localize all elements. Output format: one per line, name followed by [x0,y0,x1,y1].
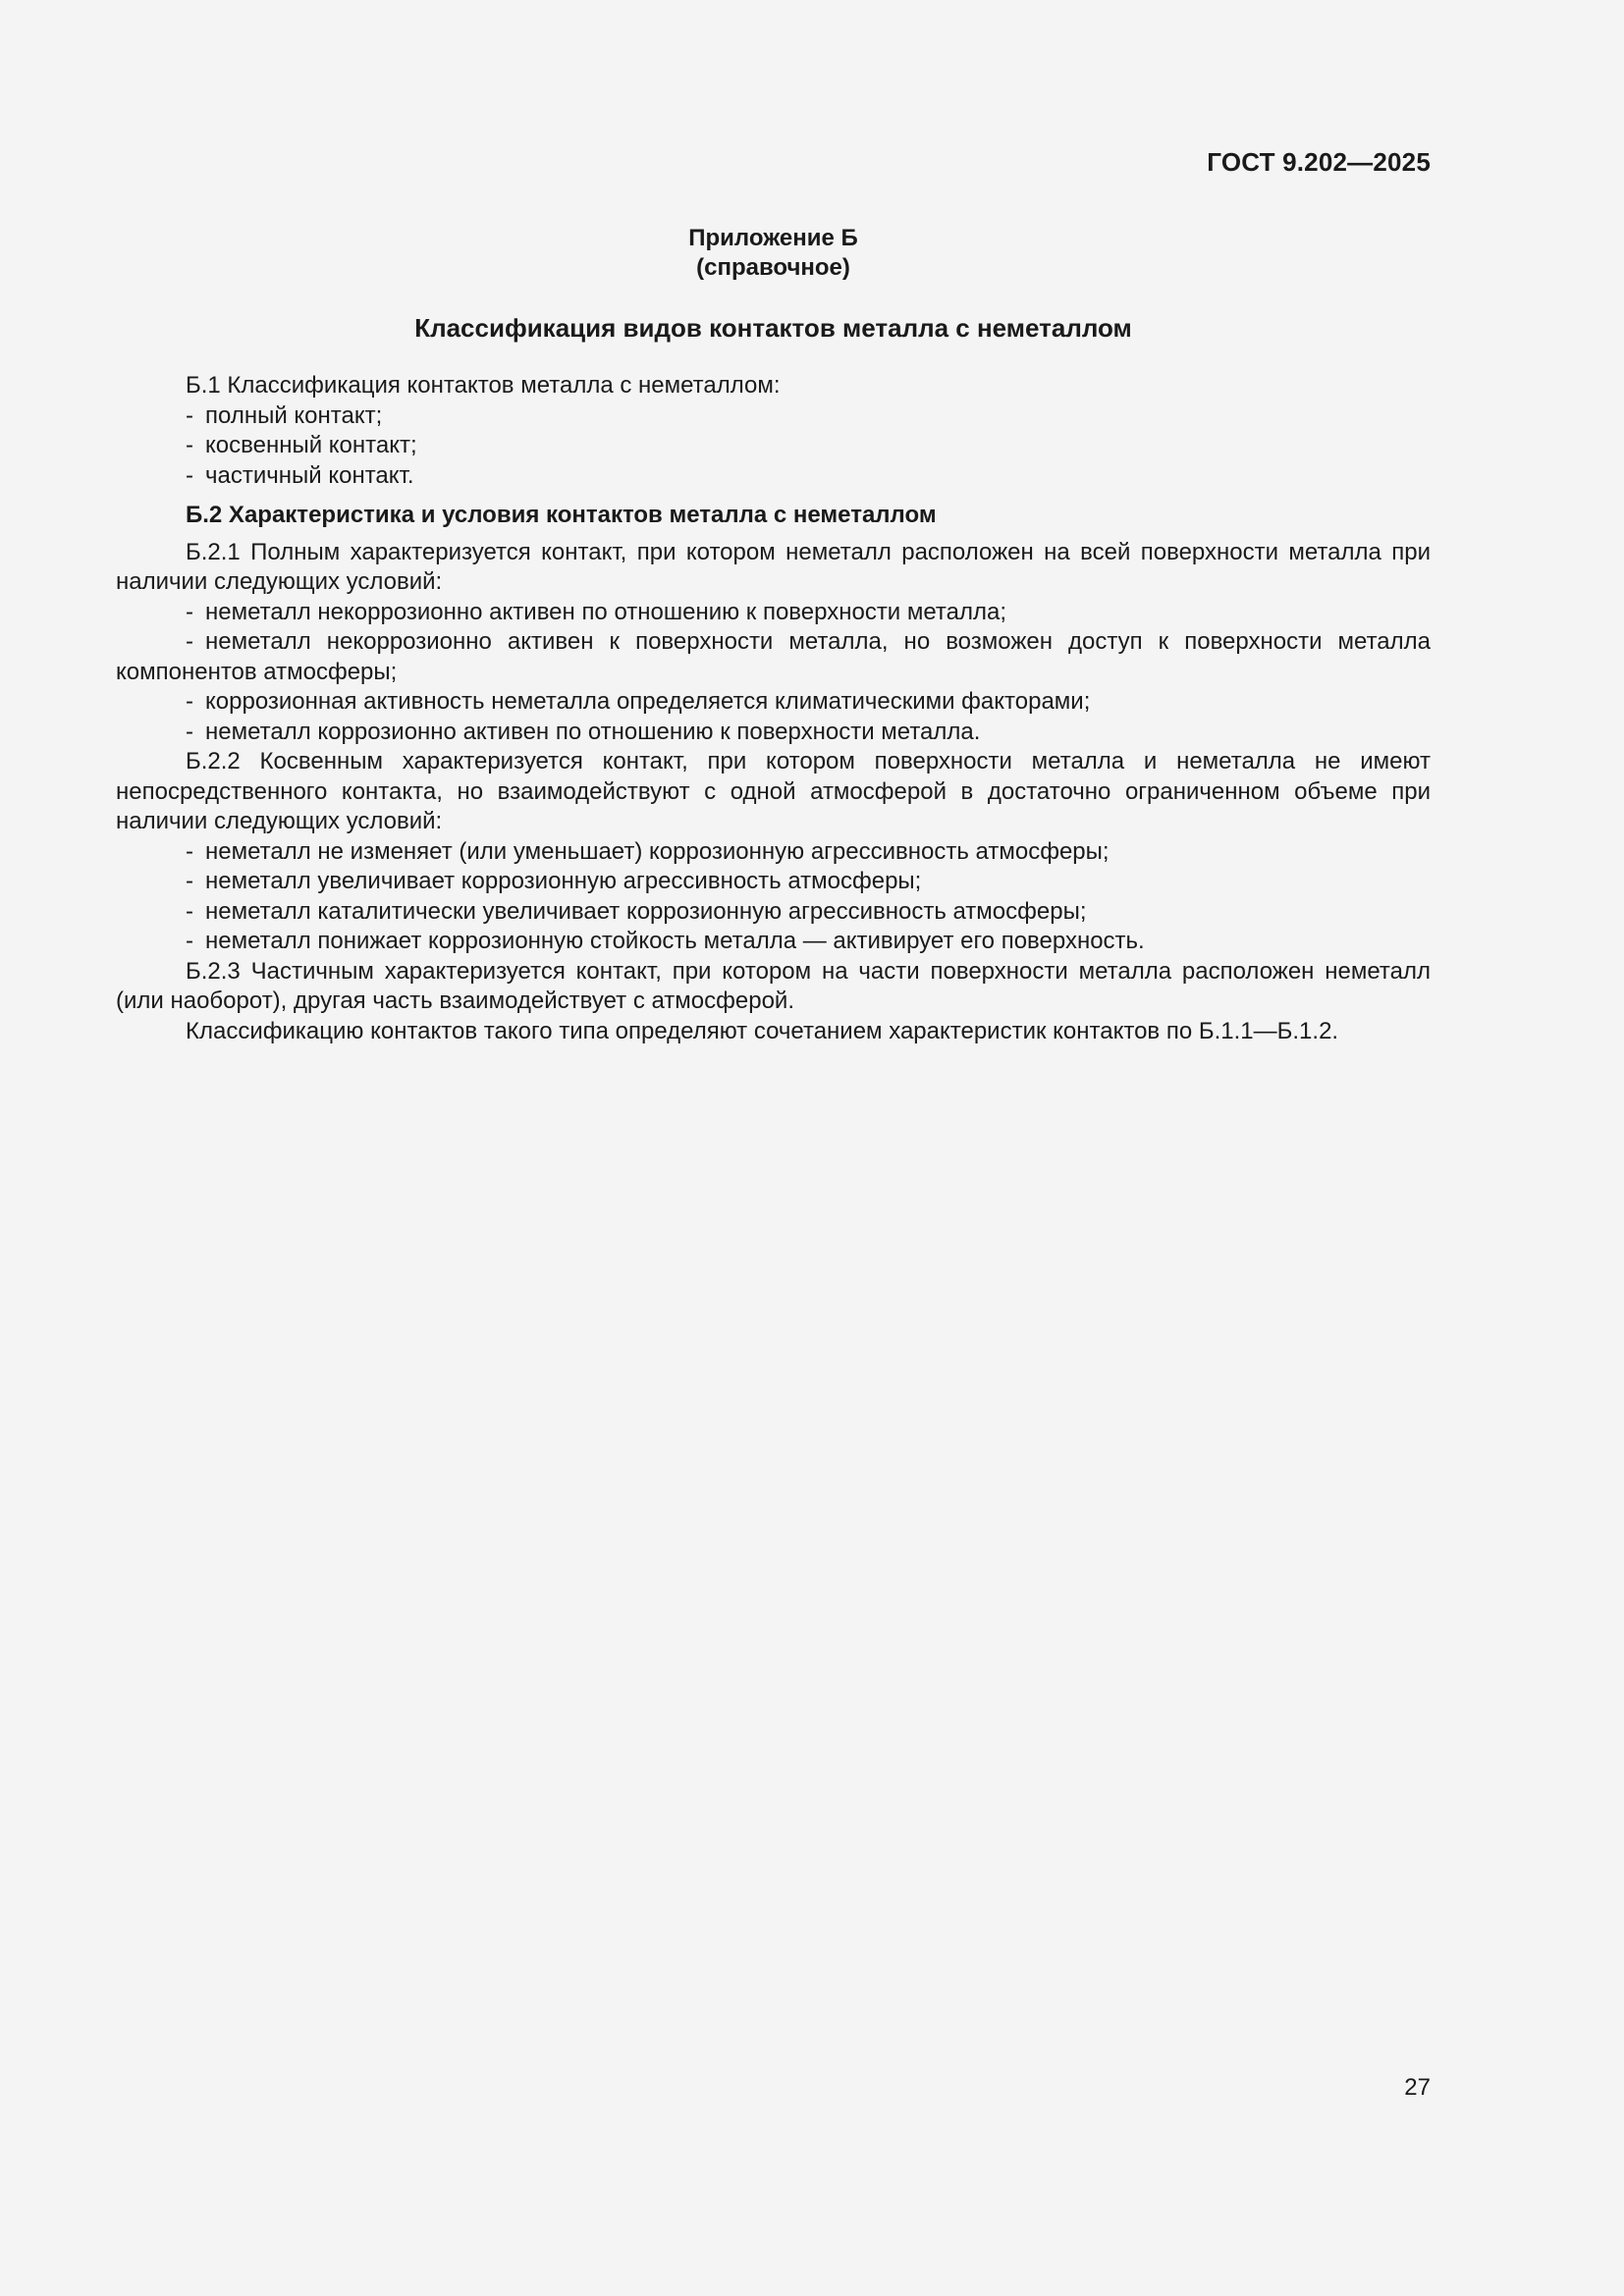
list-item: - неметалл не изменяет (или уменьшает) коррозионную агрессивность атмосферы; [186,837,1110,865]
b1-intro: Б.1 Классификация контактов металла с неметаллом: [186,372,781,399]
list-item: - косвенный контакт; [186,432,417,458]
page-number: 27 [1404,2074,1431,2101]
page-content [116,224,1431,1046]
b22-paragraph: Б.2.2 Косвенным характеризуется контакт, при котором поверхности металла и неметалла не имеют непосредственного контакта, но взаимодействуют с одной атмосферой в достаточно ограниченном объеме при наличии следующих условий: [116,748,1431,834]
document-number: ГОСТ 9.202—2025 [1207,147,1431,177]
list-item: - полный контакт; [186,401,383,429]
list-item: - неметалл некоррозионно активен по отношению к поверхности металла; [186,598,1007,625]
annex-title: Приложение Б [688,225,858,251]
b23-note: Классификацию контактов такого типа определяют сочетанием характеристик контактов по Б.1.1—Б.1.2. [186,1017,1339,1044]
b2-heading: Б.2 Характеристика и условия контактов металла с неметаллом [186,502,937,528]
b21-paragraph: Б.2.1 Полным характеризуется контакт, при котором неметалл расположен на всей поверхности металла при наличии следующих условий: [116,538,1431,595]
b23-paragraph: Б.2.3 Частичным характеризуется контакт, при котором на части поверхности металла расположен неметалл (или наоборот), другая часть взаимодействует с атмосферой. [116,957,1431,1014]
list-item: - неметалл увеличивает коррозионную агрессивность атмосферы; [186,868,922,894]
annex-type: (справочное) [696,254,850,281]
list-item: - коррозионная активность неметалла определяется климатическими факторами; [186,688,1091,715]
list-item: - неметалл коррозионно активен по отношению к поверхности металла. [186,718,981,745]
annex-heading: Классификация видов контактов металла с неметаллом [414,313,1132,343]
list-item: - неметалл каталитически увеличивает коррозионную агрессивность атмосферы; [186,897,1087,925]
list-item: - неметалл некоррозионно активен к поверхности металла, но возможен доступ к поверхности металла компонентов атмосферы; [116,628,1431,685]
list-item: - неметалл понижает коррозионную стойкость металла — активирует его поверхность. [186,928,1145,954]
list-item: - частичный контакт. [186,461,414,489]
